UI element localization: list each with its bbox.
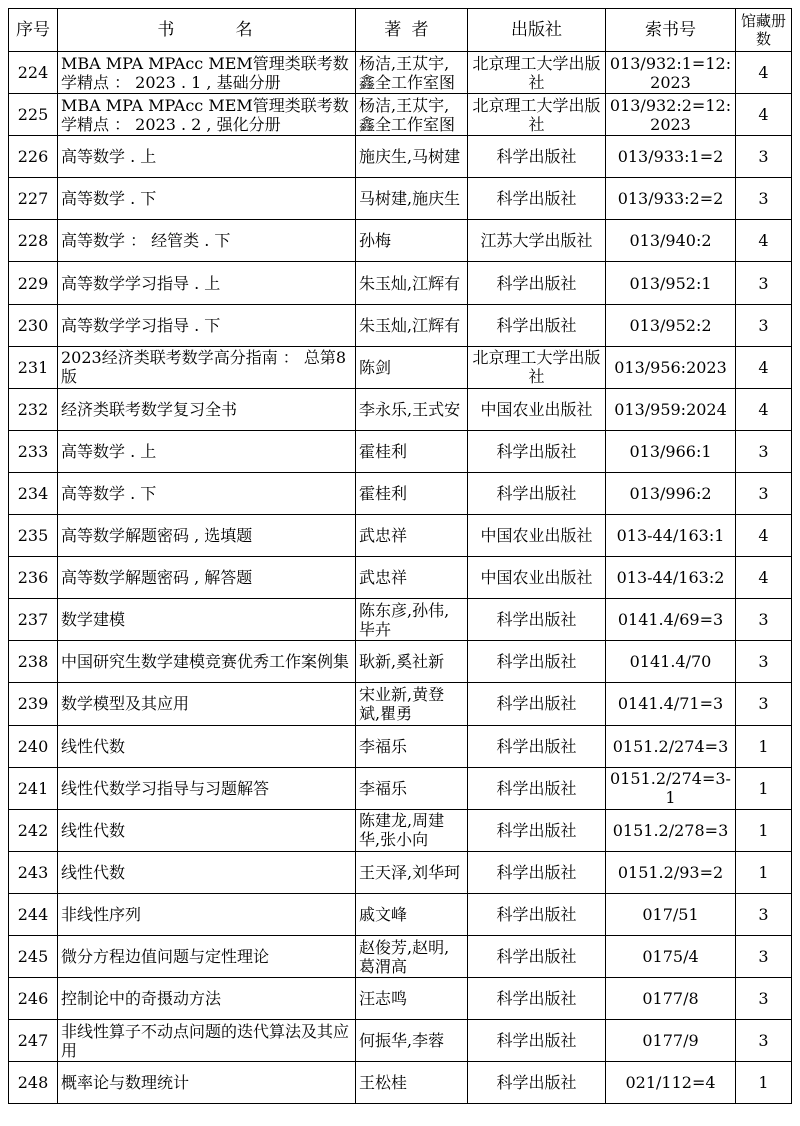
table-row: [9, 641, 792, 683]
cell-no: 230: [9, 304, 58, 346]
cell-call-number: 0177/8: [606, 978, 736, 1020]
table-row: [9, 725, 792, 767]
cell-volumes: 4: [736, 557, 792, 599]
cell-publisher: 科学出版社: [468, 851, 606, 893]
cell-title: 高等数学 . 下: [58, 472, 356, 514]
cell-volumes: 3: [736, 935, 792, 977]
cell-no: 232: [9, 388, 58, 430]
cell-author: 施庆生,马树建: [356, 136, 468, 178]
header-no: 序号: [9, 9, 58, 52]
cell-publisher: 江苏大学出版社: [468, 220, 606, 262]
cell-call-number: 013/932:1=12:2023: [606, 52, 736, 94]
cell-volumes: 4: [736, 52, 792, 94]
cell-no: 244: [9, 893, 58, 935]
cell-publisher: 科学出版社: [468, 262, 606, 304]
cell-title: 控制论中的奇摄动方法: [58, 978, 356, 1020]
cell-no: 246: [9, 978, 58, 1020]
cell-publisher: 中国农业出版社: [468, 388, 606, 430]
table-row: [9, 935, 792, 977]
cell-title: 非线性算子不动点问题的迭代算法及其应用: [58, 1020, 356, 1062]
cell-no: 236: [9, 557, 58, 599]
cell-no: 243: [9, 851, 58, 893]
cell-no: 234: [9, 472, 58, 514]
cell-volumes: 1: [736, 851, 792, 893]
cell-volumes: 3: [736, 641, 792, 683]
cell-no: 240: [9, 725, 58, 767]
cell-author: 霍桂利: [356, 472, 468, 514]
cell-volumes: 4: [736, 515, 792, 557]
cell-volumes: 3: [736, 472, 792, 514]
cell-author: 朱玉灿,江辉有: [356, 304, 468, 346]
cell-author: 孙梅: [356, 220, 468, 262]
cell-author: 霍桂利: [356, 430, 468, 472]
cell-publisher: 中国农业出版社: [468, 515, 606, 557]
cell-title: 高等数学 . 下: [58, 178, 356, 220]
cell-call-number: 013/966:1: [606, 430, 736, 472]
table-row: [9, 515, 792, 557]
cell-volumes: 3: [736, 178, 792, 220]
cell-title: 高等数学 ： 经管类 . 下: [58, 220, 356, 262]
table-row: [9, 388, 792, 430]
cell-title: 高等数学解题密码 , 选填题: [58, 515, 356, 557]
cell-volumes: 1: [736, 1062, 792, 1104]
cell-no: 247: [9, 1020, 58, 1062]
table-row: [9, 557, 792, 599]
book-list-table: [8, 8, 792, 1104]
cell-publisher: 科学出版社: [468, 641, 606, 683]
table-row: [9, 978, 792, 1020]
header-call-number: 索书号: [606, 9, 736, 52]
cell-author: 陈东彦,孙伟,毕卉: [356, 599, 468, 641]
header-row: [9, 9, 792, 52]
cell-publisher: 北京理工大学出版社: [468, 346, 606, 388]
cell-publisher: 北京理工大学出版社: [468, 94, 606, 136]
cell-author: 杨洁,王苁宇,鑫全工作室图: [356, 94, 468, 136]
cell-author: 王天泽,刘华珂: [356, 851, 468, 893]
header-author: 著者: [356, 9, 468, 52]
cell-publisher: 科学出版社: [468, 978, 606, 1020]
cell-volumes: 1: [736, 725, 792, 767]
table-row: [9, 893, 792, 935]
table-row: [9, 767, 792, 809]
cell-no: 229: [9, 262, 58, 304]
cell-no: 239: [9, 683, 58, 725]
cell-volumes: 3: [736, 978, 792, 1020]
table-row: [9, 809, 792, 851]
cell-author: 赵俊芳,赵明,葛渭高: [356, 935, 468, 977]
table-row: [9, 1062, 792, 1104]
cell-author: 陈建龙,周建华,张小向: [356, 809, 468, 851]
cell-title: MBA MPA MPAcc MEM管理类联考数学精点 ： 2023 . 1 , 基础分册: [58, 52, 356, 94]
cell-no: 242: [9, 809, 58, 851]
cell-call-number: 017/51: [606, 893, 736, 935]
table-row: [9, 304, 792, 346]
cell-no: 224: [9, 52, 58, 94]
cell-call-number: 013/996:2: [606, 472, 736, 514]
cell-call-number: 0141.4/70: [606, 641, 736, 683]
cell-title: 中国研究生数学建模竞赛优秀工作案例集: [58, 641, 356, 683]
cell-call-number: 013/932:2=12:2023: [606, 94, 736, 136]
table-row: [9, 430, 792, 472]
cell-call-number: 0175/4: [606, 935, 736, 977]
cell-volumes: 3: [736, 683, 792, 725]
cell-call-number: 0141.4/69=3: [606, 599, 736, 641]
cell-no: 228: [9, 220, 58, 262]
table-row: [9, 262, 792, 304]
cell-author: 陈剑: [356, 346, 468, 388]
cell-call-number: 013-44/163:2: [606, 557, 736, 599]
cell-author: 耿新,奚社新: [356, 641, 468, 683]
cell-no: 231: [9, 346, 58, 388]
cell-title: 高等数学学习指导 . 上: [58, 262, 356, 304]
cell-title: 线性代数: [58, 809, 356, 851]
cell-no: 245: [9, 935, 58, 977]
cell-author: 杨洁,王苁宇,鑫全工作室图: [356, 52, 468, 94]
cell-volumes: 3: [736, 893, 792, 935]
cell-no: 248: [9, 1062, 58, 1104]
cell-author: 李永乐,王式安: [356, 388, 468, 430]
table-row: [9, 136, 792, 178]
cell-call-number: 021/112=4: [606, 1062, 736, 1104]
cell-publisher: 科学出版社: [468, 1062, 606, 1104]
cell-no: 241: [9, 767, 58, 809]
cell-publisher: 北京理工大学出版社: [468, 52, 606, 94]
cell-call-number: 013/959:2024: [606, 388, 736, 430]
cell-no: 226: [9, 136, 58, 178]
cell-publisher: 科学出版社: [468, 599, 606, 641]
cell-publisher: 科学出版社: [468, 809, 606, 851]
cell-title: MBA MPA MPAcc MEM管理类联考数学精点 ： 2023 . 2 , 强化分册: [58, 94, 356, 136]
cell-call-number: 013/933:2=2: [606, 178, 736, 220]
cell-no: 227: [9, 178, 58, 220]
cell-publisher: 科学出版社: [468, 935, 606, 977]
cell-call-number: 013/952:2: [606, 304, 736, 346]
cell-title: 非线性序列: [58, 893, 356, 935]
table-row: [9, 1020, 792, 1062]
cell-no: 233: [9, 430, 58, 472]
header-publisher: 出版社: [468, 9, 606, 52]
cell-title: 数学建模: [58, 599, 356, 641]
cell-no: 225: [9, 94, 58, 136]
cell-call-number: 013/956:2023: [606, 346, 736, 388]
cell-publisher: 科学出版社: [468, 430, 606, 472]
table-row: [9, 851, 792, 893]
cell-author: 武忠祥: [356, 515, 468, 557]
table-row: [9, 178, 792, 220]
cell-call-number: 013/940:2: [606, 220, 736, 262]
cell-no: 238: [9, 641, 58, 683]
cell-publisher: 科学出版社: [468, 304, 606, 346]
cell-volumes: 4: [736, 346, 792, 388]
cell-author: 戚文峰: [356, 893, 468, 935]
cell-title: 经济类联考数学复习全书: [58, 388, 356, 430]
cell-volumes: 1: [736, 809, 792, 851]
table-row: [9, 220, 792, 262]
table-row: [9, 346, 792, 388]
header-volumes: 馆藏册数: [736, 9, 792, 52]
cell-volumes: 3: [736, 136, 792, 178]
header-title: 书名: [58, 9, 356, 52]
cell-call-number: 0151.2/93=2: [606, 851, 736, 893]
cell-title: 高等数学 . 上: [58, 136, 356, 178]
table-body: [9, 52, 792, 1104]
cell-call-number: 0151.2/278=3: [606, 809, 736, 851]
cell-call-number: 0151.2/274=3-1: [606, 767, 736, 809]
cell-title: 数学模型及其应用: [58, 683, 356, 725]
cell-author: 马树建,施庆生: [356, 178, 468, 220]
cell-publisher: 科学出版社: [468, 725, 606, 767]
cell-title: 高等数学学习指导 . 下: [58, 304, 356, 346]
cell-volumes: 4: [736, 388, 792, 430]
cell-volumes: 3: [736, 430, 792, 472]
table-row: [9, 683, 792, 725]
cell-call-number: 013-44/163:1: [606, 515, 736, 557]
cell-title: 2023经济类联考数学高分指南 ： 总第8版: [58, 346, 356, 388]
cell-publisher: 科学出版社: [468, 767, 606, 809]
cell-volumes: 3: [736, 304, 792, 346]
cell-call-number: 0141.4/71=3: [606, 683, 736, 725]
cell-title: 概率论与数理统计: [58, 1062, 356, 1104]
cell-no: 237: [9, 599, 58, 641]
cell-author: 李福乐: [356, 725, 468, 767]
cell-author: 李福乐: [356, 767, 468, 809]
cell-author: 朱玉灿,江辉有: [356, 262, 468, 304]
cell-call-number: 013/933:1=2: [606, 136, 736, 178]
cell-title: 微分方程边值问题与定性理论: [58, 935, 356, 977]
cell-publisher: 科学出版社: [468, 893, 606, 935]
cell-no: 235: [9, 515, 58, 557]
cell-title: 高等数学解题密码 , 解答题: [58, 557, 356, 599]
cell-publisher: 科学出版社: [468, 683, 606, 725]
cell-call-number: 013/952:1: [606, 262, 736, 304]
table-row: [9, 472, 792, 514]
cell-call-number: 0177/9: [606, 1020, 736, 1062]
cell-title: 线性代数: [58, 725, 356, 767]
cell-publisher: 科学出版社: [468, 136, 606, 178]
cell-author: 武忠祥: [356, 557, 468, 599]
cell-volumes: 3: [736, 262, 792, 304]
cell-title: 线性代数: [58, 851, 356, 893]
cell-volumes: 3: [736, 1020, 792, 1062]
cell-author: 宋业新,黄登斌,瞿勇: [356, 683, 468, 725]
cell-publisher: 科学出版社: [468, 1020, 606, 1062]
cell-author: 何振华,李蓉: [356, 1020, 468, 1062]
cell-title: 高等数学 . 上: [58, 430, 356, 472]
table-row: [9, 94, 792, 136]
cell-call-number: 0151.2/274=3: [606, 725, 736, 767]
cell-title: 线性代数学习指导与习题解答: [58, 767, 356, 809]
table-row: [9, 52, 792, 94]
cell-author: 王松桂: [356, 1062, 468, 1104]
table-row: [9, 599, 792, 641]
cell-volumes: 4: [736, 220, 792, 262]
cell-publisher: 中国农业出版社: [468, 557, 606, 599]
cell-volumes: 4: [736, 94, 792, 136]
cell-volumes: 1: [736, 767, 792, 809]
cell-publisher: 科学出版社: [468, 178, 606, 220]
cell-publisher: 科学出版社: [468, 472, 606, 514]
cell-author: 汪志鸣: [356, 978, 468, 1020]
cell-volumes: 3: [736, 599, 792, 641]
